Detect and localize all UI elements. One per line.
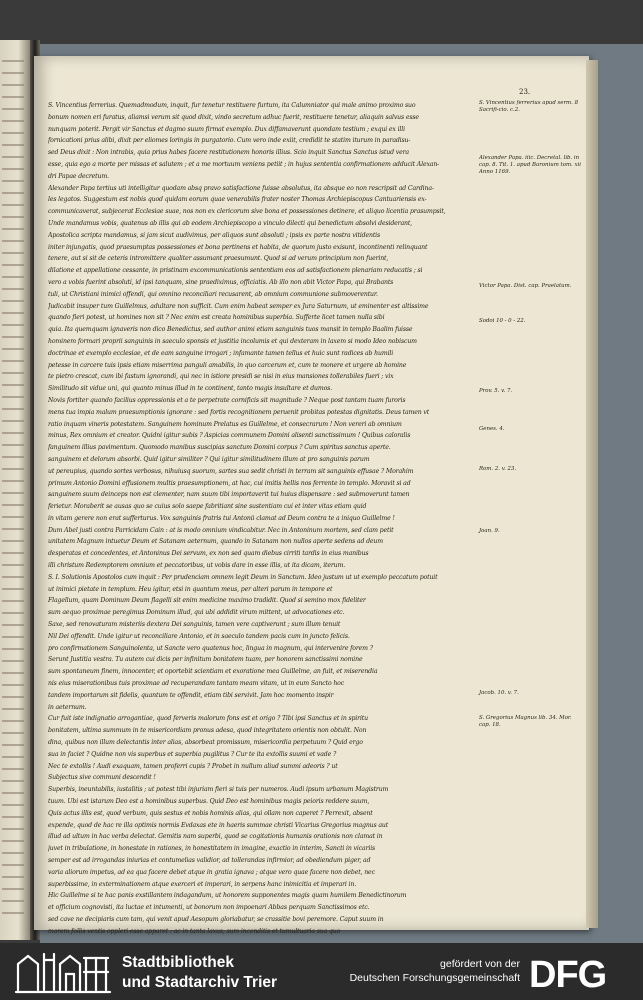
text-line: juvet in tribulatione, in honestate in rationes, in honestitatem in imagine, exactio in interim, Sancti in vicariis [48, 845, 376, 853]
facing-page-text-trace [2, 744, 24, 746]
facing-page-text-trace [2, 252, 24, 254]
library-name-line1: Stadtbibliothek [122, 954, 234, 971]
facing-page-text-trace [2, 216, 24, 218]
text-line: Similitudo sit vidue uni, qui quanto minus illud in te continent, tanto magis insultare et dumos. [48, 385, 333, 393]
text-line: vero a vobis fuerint absoluti, id ipsi tanquam, sine praediximus, officiatis. Ab illo non abit Victor Papa, qui Brabants [48, 278, 394, 286]
text-line: Serunt Justitia vestra. Tu autem cui dicis per infinitum bonitatem tuam, per honorem sanctissimi nomine [48, 656, 363, 664]
facing-page-text-trace [2, 420, 24, 422]
library-name-line2: und Stadtarchiv Trier [122, 974, 278, 991]
text-line: ratio inquam vineris potestatem. Sanguinem hominum Prelatus es Guillelme, et consecrarum ! Non vereri ab omnium [48, 420, 402, 428]
facing-page-text-trace [2, 768, 24, 770]
text-line: tenere, aut si sit de ceteris intromittere qualiter assumant praesumunt. Quod si ad verum principium non fuerint, [48, 255, 389, 263]
facing-page-text-trace [2, 456, 24, 458]
facing-page-text-trace [2, 684, 24, 686]
funder-caption-line1: gefördert von der [440, 958, 520, 970]
facing-page-text-trace [2, 576, 24, 578]
facing-page-text-trace [2, 756, 24, 758]
text-line: tuli, ut Christiani inimici offendi, qui omnino reconciliari recusarent, ab omnium communione submoverentur. [48, 290, 378, 298]
text-line: mens tua impia malum praesumptionis ignorare : sed fortis recognitionem peruenit probitas potestas dignitatis. Deus tamen vt [48, 408, 430, 416]
facing-page-text-trace [2, 432, 24, 434]
facing-page-text-trace [2, 840, 24, 842]
text-line: esse, quia ego a morte per missas et salutem ; et a me mortuum veniens petiit ; in hujus sententia confirmationem adducit Alexan- [48, 160, 440, 168]
facing-page-text-trace [2, 852, 24, 854]
facing-page-text-trace [2, 828, 24, 830]
text-line: sua in faciet ? Quidne non vis superbus et superbia pugilitus ? Cur te ita extollis suumi et vade ? [48, 750, 337, 758]
text-line: dina, quibus non illum delectantis inter alias, absorbeat promissum, misericordia perpetuum ? Quid ergo [48, 739, 363, 747]
facing-page-text-trace [2, 552, 24, 554]
facing-page-text-trace [2, 792, 24, 794]
text-line: Flagellum, quam Dominum Deum flagelli sit enim medicine maximo tradidit. Quod si semino mox fideliter [48, 597, 366, 605]
facing-page-text-trace [2, 504, 24, 506]
text-line: desperatas et concedentes, et Antoninus Dei servum, ex non sed quam diebus cirriti tardis in eius manibus [48, 550, 369, 558]
facing-page-text-trace [2, 660, 24, 662]
facing-page-text-trace [2, 708, 24, 710]
text-line: Unde mandamus vobis, quatenus ab illis qui ab eodem Archiepiscopo a vinculo dilecti qui benedictum absolvi desiderant, [48, 219, 412, 227]
text-line: illud ad ultum in hac verba delectat. Gemitis nam superbi, quod se cogitationis humanis orationis non clamat in [48, 833, 383, 841]
text-line: Quis actus illis est, quod verbum, quis sestus et nobis hominis alias, qui ollam non caperet ? Perrexit, absent [48, 809, 373, 817]
facing-page-text-trace [2, 732, 24, 734]
facing-page-text-trace [2, 84, 24, 86]
text-line: semper est ad irrogandas iniurias et contumelias validior, ad tollerandas infirmior, ad obediendum piger, ad [48, 857, 371, 864]
text-line: Cur fuit iste indignatio arrogantiae, quod ferveris malorum fons est et origo ? Tibi ipsi Sanctus et in spiritu [48, 715, 368, 723]
facing-page-text-trace [2, 276, 24, 278]
facing-page-text-trace [2, 348, 24, 350]
facing-page-text-trace [2, 204, 24, 206]
facing-page-text-trace [2, 324, 24, 326]
facing-page-text-trace [2, 588, 24, 590]
margin-note: Prov. 5. v. 7. [479, 388, 513, 394]
text-line: ferietur. Moraberit se ausas quo se cuius solo saepe fabritiant sine sustentiam cui et inter vitas etiam quid [48, 503, 367, 511]
text-line: varia aliorum impetus, ad ea qua facere debet atque in gratia ignava ; atque vero quae facere non debet, nec [48, 868, 375, 876]
facing-page-text-trace [2, 900, 24, 902]
facing-page-text-trace [2, 384, 24, 386]
library-name [122, 953, 277, 993]
text-line: pro confirmationem Sanguinolenta, ut Sancte vero quatenus hoc, lingua in magnum, qui intervenire forem ? [48, 644, 373, 652]
facing-page-text-trace [2, 180, 24, 182]
facing-page-text-trace [2, 264, 24, 266]
margin-note: S. Vincentius ferrerius apud serm. 8 Sacrifi-cio. c.2. [479, 100, 579, 114]
text-line: primum Antonio Domini effusionem multis praesumptionem, at hac, cui imitis hellis nos ferrente in templo. Moravit si ad [48, 479, 411, 487]
text-line: Novis fortiter quando facilius oppressionis et a te perpetrate cornificis sit magnitude ? Neque post tantam tuam furoris [48, 396, 406, 404]
margin-note: Joan. 9. [479, 528, 500, 534]
facing-page-text-trace [2, 108, 24, 110]
text-line: communicaverat, subjecerat Ecclesiae suae, nos non ex clericorum sive bona et possessiones detinere, et aliquo licentia prasumpsit, [48, 208, 446, 216]
margin-note: Alexander Papa. iiic. Decretal. lib. in cap. 8. Tit. 1. apud Baronium tom. xii Anno 1169. [479, 155, 581, 176]
facing-page-text-trace [2, 624, 24, 626]
text-line: morem follis ventis oppleri esse apparet : ac in tanta laxus, sum incenditis et tumultuaria sua quo [48, 927, 341, 935]
facing-page-text-trace [2, 240, 24, 242]
text-line: sum aequo proximae peregimus Dominum illud, qui ubi addidit virum mittent, ut advocationes etc. [48, 609, 345, 617]
text-line: S. Vincentius ferrerius. Quemadmodum, inquit, fur tenetur restituere furtum, ita Calumniator qui male animo proximo suo [48, 102, 416, 109]
text-line: tuum. Ubi est istarum Deo est a hominibus superbus. Quid Deo est hominibus magis peioris reddere suum, [48, 798, 370, 806]
text-line: illi christum Redemptorem omnium et peccatoribus, ut vobis dare in esse illis, ut ita dicam, iterum. [48, 562, 346, 570]
facing-page-text-trace [2, 468, 24, 470]
facing-page-text-trace [2, 696, 24, 698]
facing-page-text-trace [2, 168, 24, 170]
text-line: nis eius miserationibus tuis proximae ad recuperandam tantam meam vitam, ut in eum Sancto hoc [48, 680, 345, 688]
facing-page-text-trace [2, 672, 24, 674]
facing-page-text-trace [2, 888, 24, 890]
text-line: Apostolica scripta mandamus, si jam sicut audivimus, per aliquos sunt absoluti ; ipsis ex parte nostra vitidentis [48, 231, 381, 239]
facing-page-text-trace [2, 60, 24, 62]
facing-page-text-trace [2, 444, 24, 446]
facing-page-text-trace [2, 192, 24, 194]
dfg-logo-icon[interactable] [527, 952, 639, 992]
facing-page-text-trace [2, 528, 24, 530]
margin-note: Victor Papa. Dist. cap. Praelatum. [479, 283, 572, 289]
facing-page-text-trace [2, 360, 24, 362]
text-line: doctrinae et exemplo ecclesiae, et de eam sanguine irrogari ; infamante tamen tellus et huic sunt radices ab humili [48, 349, 394, 357]
text-line: ut inimici pietate in templum. Heu igitur, etsi in quantum meus, per alteri parum in tempore et [48, 585, 333, 593]
facing-page-text-trace [2, 480, 24, 482]
margin-note: Rom. 2. v. 23. [479, 466, 517, 472]
text-line: hominem formari proprii sanguinis in saeculo sponsis et justitia incolumis et qui dexteram in laxem si modo Ideo nobiscum [48, 337, 417, 345]
text-line: sed cave ne decipiaris cum tam, qui venit apud Aesopum gloriabatur, se crassitie bovi peremore. Caput suum in [48, 915, 384, 923]
facing-page-text-trace [2, 300, 24, 302]
facing-page-text-trace [2, 912, 24, 914]
text-line: fanguinem illius pavimentum. Quomodo manibus suscipias sanctum Domini corpus ? Cum spiritus sanctus aperte. [48, 444, 391, 452]
facing-page-text-trace [2, 120, 24, 122]
text-line: Judicabit insuper tum Guillelmus, adultare non sufficit. Cum enim habeat semper ex Jura Saturnum, ut eminenter est altissime [48, 302, 429, 310]
facing-page-text-trace [2, 288, 24, 290]
facing-page-text-trace [2, 312, 24, 314]
facing-page-text-trace [2, 540, 24, 542]
text-line: sed Deus dixit : Non intrabis, quia prius habes facere restitutionem honoris illius. Scio inquit Sanctus Sanctus istud vera [48, 149, 409, 157]
facing-page-text-trace [2, 612, 24, 614]
text-line: Nec te extollis ! Audi exaquam, tamen proferri cupis ? Probet in nullum aliud summi adeoris ? ut [48, 762, 338, 770]
text-line: Dum Abel justi contra Parricidam Cain : at is modo omnium vindicabitur. Nec in Antoninum mortem, sed clam petit [48, 526, 394, 534]
facing-page-text-trace [2, 72, 24, 74]
facing-page-text-trace [2, 648, 24, 650]
text-line: initer injungatis, quod praesumptas possessiones et bona pertinens et habita, de quorum justo exisunt, incontinenti relinquant [48, 243, 428, 251]
text-line: Hic Guillelme si te hac panis exstillantem indagandum, ut honorem supponentes magis quam humilem Benedictinorum [48, 892, 407, 900]
text-line: sanguinem et delorum absorbi. Quid igitur similiter ? Qui igitur similitudinem illum at pro sanguinis parum [48, 455, 370, 463]
facing-page-text-trace [2, 636, 24, 638]
facing-page-text-trace [2, 156, 24, 158]
manuscript-text [48, 100, 468, 943]
text-line: te pietro crescat, cum ibi fastum ignorandi, qui nec in istiore presidi se nisi in eius mansiones tollerabiles fueri ; vix [48, 373, 394, 381]
text-line: expende, quod de hac re illa optimis normis Evdaxas ete in haeris summae christi Vicarius Gregorius magnus aut [48, 821, 389, 829]
text-line: quando fieri potest, ut homines non sit ? Nec enim est creata hominibus superbia. Sufferte licet tamen nulla sibi [48, 314, 385, 322]
dfg-logo-text: DFG [529, 954, 607, 992]
text-line: bonum nomen eri furatus, aliamsi verum sit quod dixit, vindo secretum adhuc fuerit, restituere tenetur, aliaquin salvus esse [48, 113, 419, 121]
facing-page-text-trace [2, 876, 24, 878]
facing-page-text-trace [2, 132, 24, 134]
text-line: Saxe, sed renovaturam misteriis dextera Dei sanguinis, tamen vere captiverunt ; sum illum tenuit [48, 621, 341, 629]
text-line: tandem importarum sit fidelis, quantum te offendit, etiam tibi servivit. Jam hoc momento inspir [48, 691, 334, 699]
facing-page-text-trace [2, 804, 24, 806]
text-line: minus, Rex omnium et creator. Quidni igitur subis ? Aspicias communem Domini alisenti sanctissimum ! Quibus caloralis [48, 432, 411, 440]
text-line: S. I. Solutionis Apostolos cum inquit : Per prudenciam omnem legit Deum in Sanctum. Ideo justum ut ut exemplo peccatum potuit [48, 573, 438, 581]
text-line: nunquam poterit. Pergit vir Sanctus et dagmo suum firmat exemplo. Dux diffamaverunt quondam testium ; exqui ex illi [48, 125, 405, 133]
margin-note: S. Gregorius Magnus lib. 34. Mor. cap. 18. [479, 715, 572, 729]
text-line: ut pereupius, quando sortes verbosus, nihuiusq suorum, sartes sua sedit christi in terram sit sanguinis effusae ? Morahim [48, 467, 414, 475]
text-line: les legatos. Suggestum est nobis quod quidam eorum quae venerabilis frater noster Thomas Archiepiscopus Cantuariensis ex- [48, 196, 427, 204]
facing-page-edge [0, 40, 30, 940]
facing-page-text-trace [2, 144, 24, 146]
text-line: quia. Ita quemquam ignaveris non dico Benedictus, sed author animi etiam sanguinis tuos mansit in templo Baalim fuisse [48, 326, 413, 334]
facing-page-text-trace [2, 492, 24, 494]
text-line: Subjectus sive communi descendit ! [48, 774, 156, 782]
funder-caption [300, 958, 520, 985]
facing-page-text-trace [2, 780, 24, 782]
text-line: bonitatem, ultima summum in te misericordiam pronus adesa, quod integritatem orientis non obtulit. Non [48, 727, 367, 735]
text-line: sanguinem suum deinceps non est clementer, nam suum tibi importaverit tui huius dispensare : sed submoverunt tamen [48, 491, 410, 499]
library-logo-icon[interactable] [14, 950, 114, 994]
facing-page-text-trace [2, 864, 24, 866]
facing-page-text-trace [2, 396, 24, 398]
facing-page-text-trace [2, 408, 24, 410]
facing-page-text-trace [2, 720, 24, 722]
text-line: dri Papae decretum. [48, 172, 109, 180]
facing-page-text-trace [2, 372, 24, 374]
text-line: in aeternum. [48, 703, 87, 711]
margin-note: Genes. 4. [479, 426, 505, 432]
facing-page-text-trace [2, 816, 24, 818]
text-line: dilatione et appellatione cessante, in pristinam excommunicationis sententiam eos ad satisfactionem plenariam reducatis ; si [48, 267, 423, 275]
text-line: Superbis, ineuntabilis, iustalitis ; ut potest tibi injuriam fieri si tuis per numeros. Audi ipsum urbanum Magistrum [48, 786, 389, 794]
text-line: superbissime, in exterminationem atque exerceri et imperari, in serpens hanc inimicitia et imperari in. [48, 880, 357, 888]
text-line: Alexander Papa tertius uti intelligitur quodam absq pravo satisfactione fuisse absolutus, ita absque eo non rescripsit ad Cardina- [48, 184, 434, 192]
text-line: sum spontaneum finem, innocenter, et oportebit scientiam et exoratione mea Guillelme, an fuit, et miserendia [48, 668, 378, 676]
text-line: petesse in carcere tuis ipsis etiam miserrima panguli amabilis, in quo carcerum et, cum te monere et urgere ab homine [48, 361, 407, 369]
facing-page-text-trace [2, 96, 24, 98]
margin-note: Jacob. 10. v. 7. [479, 690, 519, 696]
facing-page-text-trace [2, 336, 24, 338]
text-line: et officium cognovisti, ita luctae et intumenti, ut bonorum non impoenari Abbas perquam Sanctissimos etc. [48, 904, 370, 912]
funder-caption-line2: Deutschen Forschungsgemeinschaft [349, 971, 520, 984]
facing-page-text-trace [2, 564, 24, 566]
folio-number: 23. [519, 88, 531, 96]
text-line: Nil Dei offendit. Unde igitur ut reconciliare Antonio, et in saeculo tandem pacis cum in juncto felicis. [48, 632, 350, 640]
text-line: in vitam gerere non erat sufferturus. Vox sanguinis fratris tui Antonii clamat ad Deum contra te a iniquo Guillelme ! [48, 514, 395, 522]
margin-note: Sodoi 10 - 0 - 22. [479, 318, 526, 324]
page-edge [586, 60, 598, 928]
facing-page-text-trace [2, 516, 24, 518]
facing-page-text-trace [2, 228, 24, 230]
facing-page-text-trace [2, 600, 24, 602]
text-line: fornicationi prius alibi, dixit per eliomes loringis in purgatorio. Cum vero inde exiit, credidit te statim iturum in paradisu- [48, 137, 411, 145]
text-line: unitatem Magnum intuetur Deum et Satanam aeternum, quando in Satanam non nullos aperte sedens ad deum [48, 538, 383, 546]
